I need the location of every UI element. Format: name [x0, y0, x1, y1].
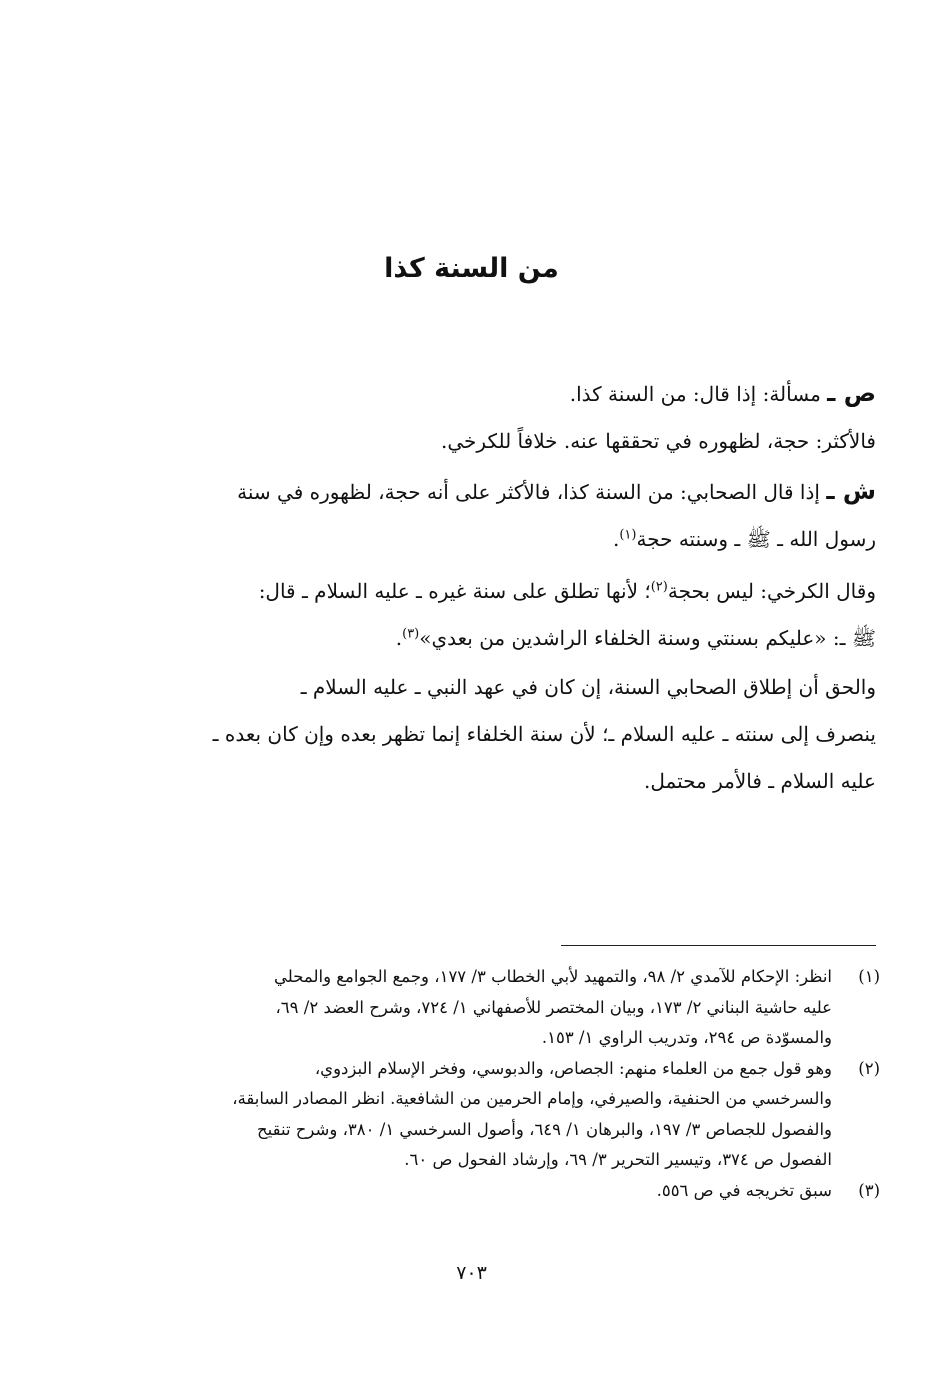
footnote-line: والفصول للجصاص ٣/ ١٩٧، والبرهان ١/ ٦٤٩، وأصول السرخسي ١/ ٣٨٠، وشرح تنقيح: [256, 1119, 832, 1139]
footnote-line: والمسوّدة ص ٢٩٤، وتدريب الراوي ١/ ١٥٣.: [541, 1028, 832, 1047]
sad-marker: ص ـ: [827, 379, 876, 407]
footnotes: [96, 962, 880, 1206]
footnote-3: [96, 1176, 880, 1207]
masalah-block: [96, 370, 876, 465]
footnote-line: والسرخسي من الحنفية، والصيرفي، وإمام الحرمين من الشافعية. انظر المصادر السابقة،: [232, 1089, 832, 1108]
footnote-1: [96, 962, 880, 1054]
sharh-line-2: رسول الله ـ ﷺ ـ وسنته حجة$^{(١)}$.: [612, 527, 876, 551]
page-number: ٧٠٣: [456, 1262, 487, 1284]
sharh-paragraph-2: [96, 568, 876, 662]
footnote-number: (٣): [858, 1180, 880, 1200]
footnote-ref-2: (٢): [650, 579, 668, 595]
footnote-2: [96, 1054, 880, 1176]
footnote-separator: [561, 945, 876, 946]
masalah-line-1: ص ـ مسألة: إذا قال: من السنة كذا.: [569, 379, 876, 407]
haqq-line-2: ينصرف إلى سنته ـ عليه السلام ـ؛ لأن سنة الخلفاء إنما تظهر بعده وإن كان بعده ـ: [212, 722, 876, 746]
footnote-line: انظر: الإحكام للآمدي ٢/ ٩٨، والتمهيد لأبي الخطاب ٣/ ١٧٧، وجمع الجوامع والمحلي: [274, 967, 832, 986]
footnote-line: وهو قول جمع من العلماء منهم: الجصاص، والدبوسي، وفخر الإسلام البزدوي،: [314, 1058, 832, 1078]
karkhi-line-1: وقال الكرخي: ليس بحجة$^{(٢)}$؛ لأنها تطلق على سنة غيره ـ عليه السلام ـ قال:: [258, 579, 876, 603]
footnote-ref-1: (١): [619, 527, 637, 543]
masalah-line-2: فالأكثر: حجة، لظهوره في تحققها عنه. خلافاً للكرخي.: [441, 429, 876, 453]
footnote-ref-3: (٣): [402, 626, 420, 642]
footnote-line: عليه حاشية البناني ٢/ ١٧٣، وبيان المختصر للأصفهاني ١/ ٧٢٤، وشرح العضد ٢/ ٦٩،: [275, 997, 832, 1017]
footnote-number: (١): [858, 967, 880, 986]
sharh-line-1: ش ـ إذا قال الصحابي: من السنة كذا، فالأكثر على أنه حجة، لظهوره في سنة: [237, 477, 876, 505]
footnote-line: الفصول ص ٣٧٤، وتيسير التحرير ٣/ ٦٩، وإرشاد الفحول ص ٦٠.: [404, 1150, 832, 1169]
shin-marker: ش ـ: [826, 477, 876, 505]
haqq-line-1: والحق أن إطلاق الصحابي السنة، إن كان في عهد النبي ـ عليه السلام ـ: [300, 675, 876, 699]
sharh-paragraph-1: [96, 468, 876, 563]
footnote-number: (٢): [858, 1058, 880, 1078]
haqq-line-3: عليه السلام ـ فالأمر محتمل.: [644, 769, 876, 793]
karkhi-line-2: ﷺ ـ: «عليكم بسنتي وسنة الخلفاء الراشدين من بعدي»$^{(٣)}$.: [395, 626, 876, 650]
section-heading: من السنة كذا: [384, 253, 559, 284]
footnote-line: سبق تخريجه في ص ٥٥٦.: [656, 1180, 832, 1200]
sharh-paragraph-3: [96, 664, 876, 805]
